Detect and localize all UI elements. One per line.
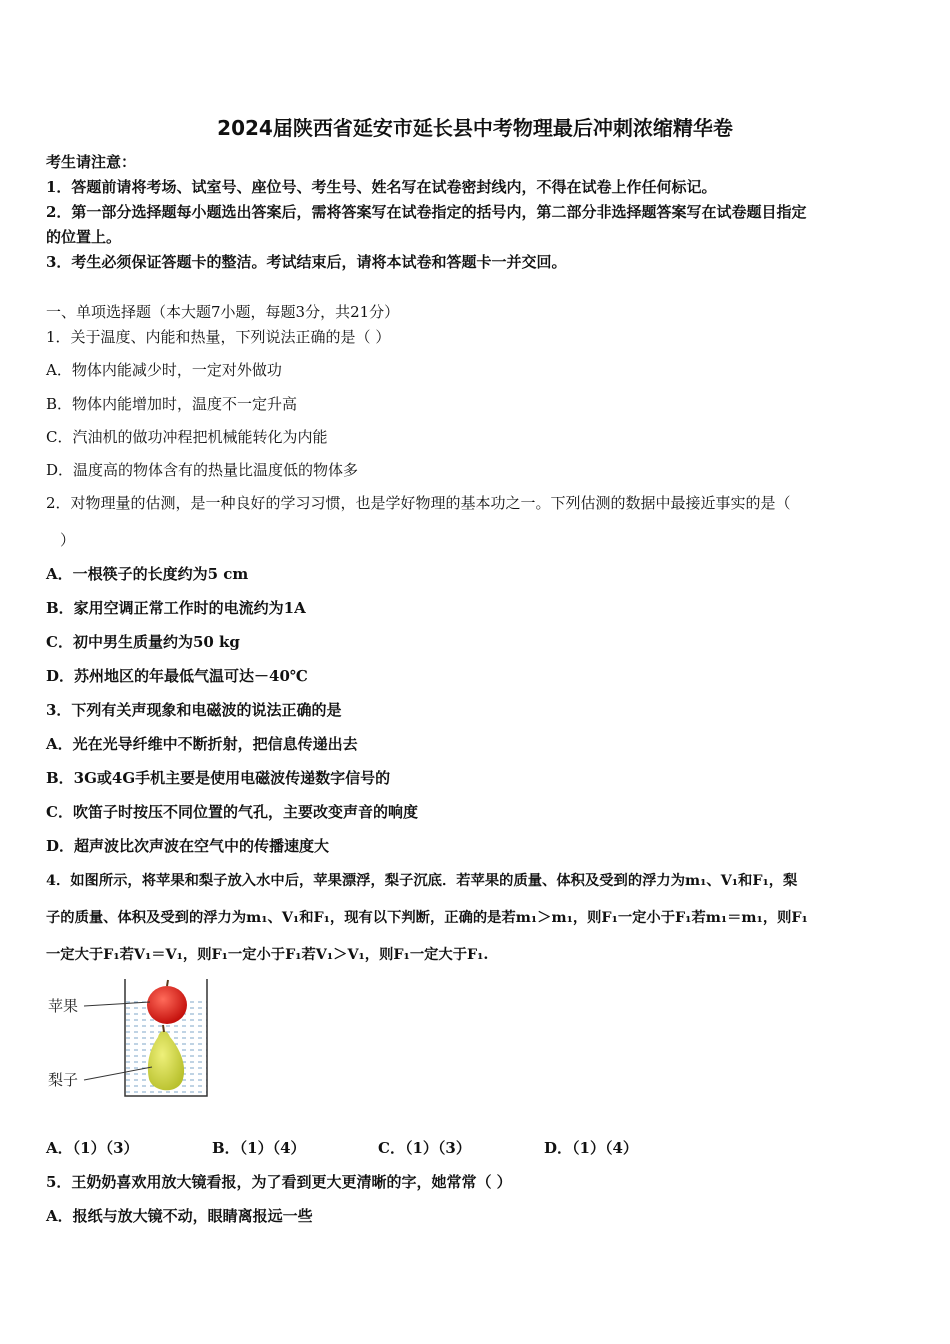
question-stem: 4．如图所示，将苹果和梨子放入水中后，苹果漂浮，梨子沉底．若苹果的质量、体积及受到的浮力为m₁、V₁和F₁，梨: [46, 873, 798, 889]
question-stem: 3．下列有关声现象和电磁波的说法正确的是: [46, 701, 342, 719]
question-stem-cont: ）: [60, 531, 76, 549]
option-b: B．（1）（4）: [212, 1139, 306, 1157]
question-stem-cont: 子的质量、体积及受到的浮力为m₁、V₁和F₁，现有以下判断，正确的是若m₁＞m₁，则F₁一定小于F₁若m₁＝m₁，则F₁: [46, 910, 808, 926]
q4-options: [46, 1137, 710, 1158]
option-d: D．苏州地区的年最低气温可达－40℃: [46, 667, 308, 685]
option-a: A．物体内能减少时，一定对外做功: [46, 361, 282, 379]
section-heading: 一、单项选择题（本大题7小题，每题3分，共21分）: [46, 303, 400, 321]
option-a: A．光在光导纤维中不断折射，把信息传递出去: [46, 735, 358, 753]
notice-item: 3．考生必须保证答题卡的整洁。考试结束后，请将本试卷和答题卡一并交回。: [46, 253, 567, 271]
notice-item: 2．第一部分选择题每小题选出答案后，需将答案写在试卷指定的括号内，第二部分非选择题答案写在试卷题目指定: [46, 203, 807, 221]
apple-pear-figure: [46, 975, 226, 1105]
notice-item: 的位置上。: [46, 228, 122, 246]
notice-item: 1．答题前请将考场、试室号、座位号、考生号、姓名写在试卷密封线内，不得在试卷上作任何标记。: [46, 178, 717, 196]
option-b: B．物体内能增加时，温度不一定升高: [46, 395, 298, 413]
option-d: D．温度高的物体含有的热量比温度低的物体多: [46, 461, 359, 479]
pear-label: 梨子: [48, 1071, 79, 1089]
option-c: C．汽油机的做功冲程把机械能转化为内能: [46, 428, 328, 446]
option-c: C．吹笛子时按压不同位置的气孔，主要改变声音的响度: [46, 803, 418, 821]
apple-label: 苹果: [48, 997, 79, 1015]
option-d: D．超声波比次声波在空气中的传播速度大: [46, 837, 330, 855]
option-a: A．一根筷子的长度约为5 cm: [46, 565, 249, 583]
apple-icon: [147, 980, 187, 1024]
option-b: B．家用空调正常工作时的电流约为1A: [46, 599, 306, 617]
option-d: D．（1）（4）: [544, 1139, 638, 1157]
page-title: 2024届陕西省延安市延长县中考物理最后冲刺浓缩精华卷: [217, 116, 733, 140]
option-a: A．报纸与放大镜不动，眼睛离报远一些: [46, 1207, 313, 1225]
question-stem: 1．关于温度、内能和热量，下列说法正确的是（ ）: [46, 328, 391, 346]
question-stem: 2．对物理量的估测，是一种良好的学习习惯，也是学好物理的基本功之一。下列估测的数据中最接近事实的是（: [46, 494, 791, 512]
option-b: B．3G或4G手机主要是使用电磁波传递数字信号的: [46, 769, 391, 787]
notice-heading: 考生请注意：: [46, 153, 137, 171]
option-c: C．（1）（3）: [378, 1139, 471, 1157]
question-stem: 5．王奶奶喜欢用放大镜看报，为了看到更大更清晰的字，她常常（ ）: [46, 1173, 512, 1191]
option-c: C．初中男生质量约为50 kg: [46, 633, 240, 651]
question-stem-cont: 一定大于F₁若V₁＝V₁，则F₁一定小于F₁若V₁＞V₁，则F₁一定大于F₁.: [46, 947, 489, 963]
option-a: A．（1）（3）: [46, 1139, 139, 1157]
